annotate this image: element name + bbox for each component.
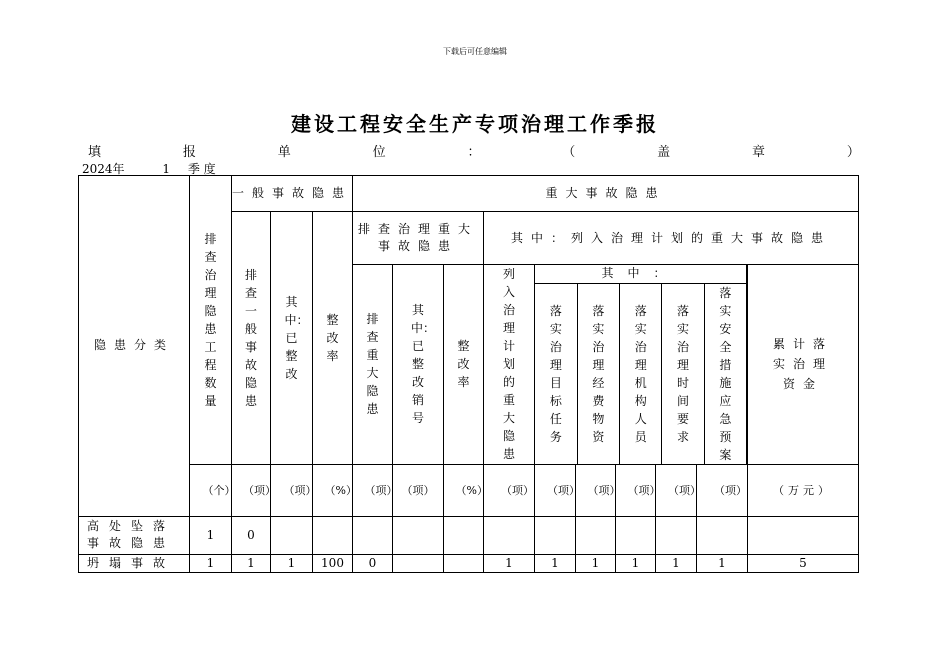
gen-rate-header: 整改率: [313, 212, 353, 465]
filler-line: [88, 141, 860, 160]
unit-cell: （项）: [616, 464, 656, 516]
row-cell: [576, 516, 616, 554]
unit-cell: （个）: [190, 464, 232, 516]
filler-char: 填: [88, 145, 102, 160]
row-cell: 0: [232, 516, 271, 554]
filler-char: 章: [752, 145, 766, 160]
row-cell: 5: [748, 554, 859, 572]
row-cell: 1: [190, 554, 232, 572]
unit-cell: （项）: [535, 464, 576, 516]
unit-cell: （项）: [271, 464, 313, 516]
table-row: [79, 516, 859, 554]
row-cell: [353, 516, 393, 554]
row-cell: 100: [313, 554, 353, 572]
major-found-group-header: 排查治理重大事故隐患: [353, 212, 484, 265]
header-note: 下载后可任意编辑: [443, 47, 507, 56]
row-cell: [484, 516, 535, 554]
period-quarter: 1: [162, 162, 171, 176]
row-cell: 1: [697, 554, 748, 572]
period-label: 季 度: [187, 162, 216, 176]
total-header: 排查治理隐患工程数量: [190, 176, 232, 465]
filler-char: 单: [277, 145, 291, 160]
among-header: 其中：: [535, 265, 747, 283]
major-group-header: 重大事故隐患: [353, 176, 859, 212]
row-cell: [444, 516, 484, 554]
row-category: 高处坠落事故隐患: [79, 516, 190, 554]
cumfund-header: 累计落实治理资金: [748, 265, 859, 465]
unit-cell: （万元）: [748, 464, 859, 516]
row-cell: [393, 516, 444, 554]
row-cell: [313, 516, 353, 554]
row-cell: 1: [271, 554, 313, 572]
among-block: [535, 265, 748, 465]
filler-char: 报: [182, 145, 196, 160]
goal-header: 落实治理目标任务: [535, 283, 577, 464]
general-group-header: 一般事故隐患: [232, 176, 353, 212]
unit-cell: （项）: [484, 464, 535, 516]
gen-fixed-header: 其中：已整改: [271, 212, 313, 465]
row-cell: 1: [576, 554, 616, 572]
maj-found-header: 排查重大隐患: [353, 265, 393, 465]
row-cell: 1: [656, 554, 697, 572]
filler-char: （: [562, 145, 576, 160]
filler-char: ：: [467, 145, 481, 160]
unit-cell: （%）: [444, 464, 484, 516]
period-year: 2024年: [82, 162, 125, 176]
fund-header: 落实治理经费物资: [577, 283, 619, 464]
gen-found-header: 排查一般事故隐患: [232, 212, 271, 465]
unit-cell: （项）: [576, 464, 616, 516]
row-cell: [535, 516, 576, 554]
report-title: 建设工程安全生产专项治理工作季报: [291, 112, 659, 136]
unit-cell: （%）: [313, 464, 353, 516]
row-cell: 1: [484, 554, 535, 572]
row-cell: 1: [535, 554, 576, 572]
filler-char: 盖: [657, 145, 671, 160]
row-cell: [271, 516, 313, 554]
table-row: [79, 554, 859, 572]
time-header: 落实治理时间要求: [662, 283, 704, 464]
row-cell: [393, 554, 444, 572]
row-cell: [656, 516, 697, 554]
row-cell: 0: [353, 554, 393, 572]
row-cell: 1: [190, 516, 232, 554]
maj-rate-header: 整改率: [444, 265, 484, 465]
filler-char: 位: [372, 145, 386, 160]
row-category: 坍塌事故: [79, 554, 190, 572]
row-cell: [444, 554, 484, 572]
unit-cell: （项）: [353, 464, 393, 516]
filler-char: ）: [846, 145, 860, 160]
unit-cell: （项）: [697, 464, 748, 516]
category-header: 隐患分类: [79, 176, 190, 517]
safety-header: 落实安全措施应急预案: [704, 283, 746, 464]
plan-listed-header: 列入治理计划的重大隐患: [484, 265, 535, 465]
row-cell: [697, 516, 748, 554]
maj-fixed-header: 其中：已整改销号: [393, 265, 444, 465]
unit-cell: （项）: [232, 464, 271, 516]
row-cell: 1: [232, 554, 271, 572]
row-cell: [748, 516, 859, 554]
row-cell: [616, 516, 656, 554]
row-cell: 1: [616, 554, 656, 572]
staff-header: 落实治理机构人员: [620, 283, 662, 464]
report-table: [78, 175, 859, 573]
plan-group-header: 其中：列入治理计划的重大事故隐患: [484, 212, 859, 265]
unit-cell: （项）: [656, 464, 697, 516]
unit-cell: （项）: [393, 464, 444, 516]
